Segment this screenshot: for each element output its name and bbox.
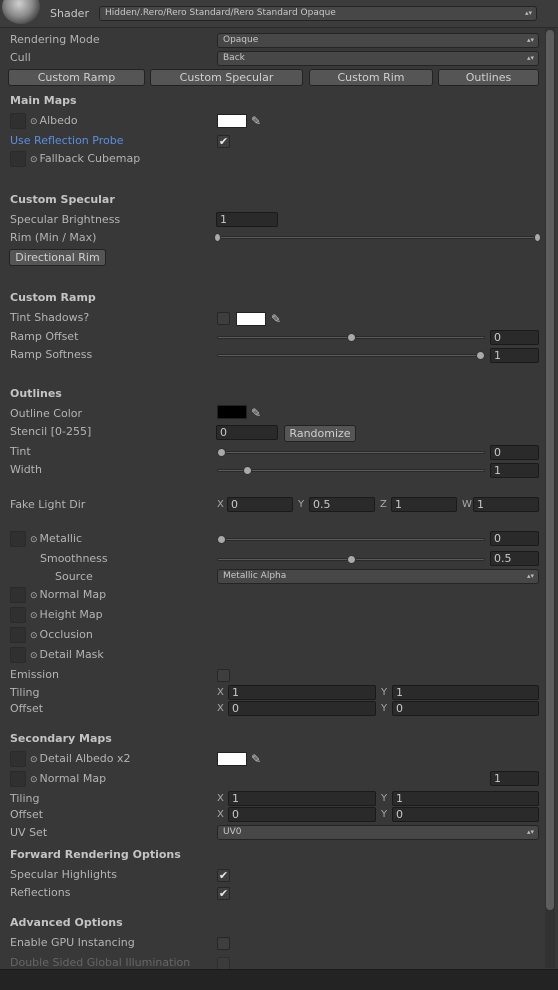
object-picker-icon[interactable]: ⊙ bbox=[30, 117, 38, 127]
emission-label: Emission bbox=[10, 668, 59, 681]
object-picker-icon[interactable]: ⊙ bbox=[30, 535, 38, 545]
object-picker-icon[interactable]: ⊙ bbox=[30, 591, 38, 601]
height-map-label: Height Map bbox=[39, 608, 103, 621]
ramp-softness-field[interactable]: 1 bbox=[490, 348, 539, 363]
fake-light-y-field[interactable]: 0.5 bbox=[309, 497, 375, 512]
eyedropper-icon[interactable]: ✎ bbox=[251, 752, 262, 766]
specular-highlights-checkbox[interactable]: ✔ bbox=[218, 869, 229, 882]
object-picker-icon[interactable]: ⊙ bbox=[30, 775, 38, 785]
uv-set-value: UV0 bbox=[223, 827, 242, 837]
outlines-header: Outlines bbox=[10, 387, 62, 400]
fallback-cubemap-label: Fallback Cubemap bbox=[39, 152, 141, 165]
secondary-offset-x-field[interactable]: 0 bbox=[228, 807, 376, 822]
object-picker-icon[interactable]: ⊙ bbox=[30, 631, 38, 641]
secondary-offset-y-field[interactable]: 0 bbox=[392, 807, 539, 822]
metallic-field[interactable]: 0 bbox=[490, 531, 539, 546]
metallic-thumb[interactable] bbox=[217, 535, 226, 544]
height-map-slot[interactable] bbox=[10, 607, 26, 623]
cull-dropdown[interactable] bbox=[217, 51, 539, 66]
cull-value: Back bbox=[223, 53, 245, 63]
occlusion-slot[interactable] bbox=[10, 627, 26, 643]
eyedropper-icon[interactable]: ✎ bbox=[251, 114, 262, 128]
shader-path: Hidden/.Rero/Rero Standard/Rero Standard Opaque bbox=[105, 8, 336, 18]
rendering-mode-dropdown[interactable] bbox=[217, 33, 539, 48]
secondary-tiling-y-label: Y bbox=[381, 793, 388, 804]
fake-light-w-label: W bbox=[462, 499, 472, 510]
normal-map-label: Normal Map bbox=[39, 588, 107, 601]
secondary-offset-x-label: X bbox=[217, 809, 224, 820]
custom-ramp-button[interactable]: Custom Ramp bbox=[8, 69, 145, 86]
rim-max-handle[interactable] bbox=[534, 233, 541, 242]
custom-ramp-header: Custom Ramp bbox=[10, 291, 96, 304]
detail-albedo-color-swatch[interactable] bbox=[217, 752, 247, 766]
secondary-normal-scale-field[interactable]: 1 bbox=[490, 771, 539, 786]
secondary-offset-label: Offset bbox=[10, 808, 44, 821]
source-label: Source bbox=[55, 570, 93, 583]
fake-light-dir-label: Fake Light Dir bbox=[10, 498, 86, 511]
source-dropdown[interactable] bbox=[217, 569, 539, 584]
emission-checkbox[interactable] bbox=[217, 669, 230, 682]
detail-mask-label: Detail Mask bbox=[39, 648, 104, 661]
secondary-offset-y-label: Y bbox=[381, 809, 388, 820]
rim-minmax-slider[interactable] bbox=[218, 236, 538, 239]
normal-map-slot[interactable] bbox=[10, 587, 26, 603]
rim-min-handle[interactable] bbox=[214, 233, 221, 242]
gpu-instancing-checkbox[interactable] bbox=[217, 937, 230, 950]
height-map-row bbox=[30, 608, 103, 623]
object-picker-icon[interactable]: ⊙ bbox=[30, 651, 38, 661]
directional-rim-button[interactable]: Directional Rim bbox=[9, 249, 106, 266]
specular-brightness-field[interactable]: 1 bbox=[216, 212, 278, 227]
detail-albedo-slot[interactable] bbox=[10, 751, 26, 767]
normal-map-row bbox=[30, 588, 106, 603]
uv-set-dropdown[interactable] bbox=[217, 825, 539, 840]
fake-light-x-label: X bbox=[217, 499, 224, 510]
gpu-instancing-label: Enable GPU Instancing bbox=[10, 936, 135, 949]
outline-tint-slider[interactable] bbox=[217, 451, 485, 454]
use-reflection-probe-checkbox[interactable]: ✔ bbox=[218, 135, 229, 148]
reflections-label: Reflections bbox=[10, 886, 71, 899]
fake-light-w-field[interactable]: 1 bbox=[473, 497, 539, 512]
object-picker-icon[interactable]: ⊙ bbox=[30, 755, 38, 765]
fallback-cubemap-slot[interactable] bbox=[10, 151, 26, 167]
ramp-offset-label: Ramp Offset bbox=[10, 330, 79, 343]
dropdown-arrows-icon: ▴▾ bbox=[526, 828, 534, 836]
rim-min-max-label: Rim (Min / Max) bbox=[10, 231, 97, 244]
stencil-field[interactable]: 0 bbox=[216, 425, 278, 440]
forward-rendering-header: Forward Rendering Options bbox=[10, 848, 181, 861]
tint-shadows-checkbox[interactable] bbox=[217, 312, 230, 325]
outline-width-field[interactable]: 1 bbox=[490, 463, 539, 478]
tint-shadows-label: Tint Shadows? bbox=[10, 311, 90, 324]
eyedropper-icon[interactable]: ✎ bbox=[251, 406, 262, 420]
secondary-tiling-label: Tiling bbox=[10, 792, 40, 805]
rendering-mode-value: Opaque bbox=[223, 35, 259, 45]
metallic-row bbox=[30, 532, 82, 547]
custom-specular-header: Custom Specular bbox=[10, 193, 115, 206]
offset-x-label: X bbox=[217, 703, 224, 714]
detail-albedo-row bbox=[30, 752, 131, 767]
detail-mask-row bbox=[30, 648, 104, 663]
fake-light-z-field[interactable]: 1 bbox=[391, 497, 457, 512]
eyedropper-icon[interactable]: ✎ bbox=[271, 312, 282, 326]
rendering-mode-label: Rendering Mode bbox=[10, 33, 100, 46]
offset-y-label: Y bbox=[381, 703, 388, 714]
secondary-normal-map-row bbox=[30, 772, 106, 787]
object-picker-icon[interactable]: ⊙ bbox=[30, 155, 38, 165]
outline-color-swatch[interactable] bbox=[217, 405, 247, 419]
outline-tint-field[interactable]: 0 bbox=[490, 445, 539, 460]
albedo-color-swatch[interactable] bbox=[217, 114, 247, 128]
fake-light-y-label: Y bbox=[298, 499, 305, 510]
albedo-texture-slot[interactable] bbox=[10, 113, 26, 129]
secondary-maps-header: Secondary Maps bbox=[10, 732, 112, 745]
occlusion-row bbox=[30, 628, 93, 643]
tiling-label: Tiling bbox=[10, 686, 40, 699]
specular-highlights-label: Specular Highlights bbox=[10, 868, 117, 881]
stencil-label: Stencil [0-255] bbox=[10, 425, 92, 438]
tiling-x-field[interactable]: 1 bbox=[228, 685, 376, 700]
uv-set-label: UV Set bbox=[10, 826, 48, 839]
scroll-up-icon[interactable] bbox=[544, 0, 554, 8]
secondary-tiling-x-label: X bbox=[217, 793, 224, 804]
offset-label: Offset bbox=[10, 702, 44, 715]
fallback-cubemap-row bbox=[30, 152, 140, 167]
fake-light-x-field[interactable]: 0 bbox=[227, 497, 293, 512]
custom-rim-button[interactable]: Custom Rim bbox=[309, 69, 433, 86]
advanced-options-header: Advanced Options bbox=[10, 916, 123, 929]
outline-width-slider[interactable] bbox=[217, 469, 485, 472]
outline-width-label: Width bbox=[10, 463, 42, 476]
detail-mask-slot[interactable] bbox=[10, 647, 26, 663]
tiling-y-field[interactable]: 1 bbox=[392, 685, 539, 700]
outline-tint-thumb[interactable] bbox=[217, 448, 226, 457]
occlusion-label: Occlusion bbox=[39, 628, 93, 641]
outlines-button[interactable]: Outlines bbox=[438, 69, 539, 86]
double-sided-gi-label: Double Sided Global Illumination bbox=[10, 956, 191, 969]
tiling-x-label: X bbox=[217, 687, 224, 698]
metallic-slider[interactable] bbox=[217, 538, 485, 541]
reflections-checkbox[interactable]: ✔ bbox=[218, 887, 229, 900]
ramp-softness-thumb[interactable] bbox=[476, 351, 485, 360]
main-maps-header: Main Maps bbox=[10, 94, 77, 107]
secondary-normal-map-slot[interactable] bbox=[10, 771, 26, 787]
tiling-y-label: Y bbox=[381, 687, 388, 698]
offset-x-field[interactable]: 0 bbox=[228, 701, 376, 716]
dropdown-arrows-icon: ▴▾ bbox=[526, 572, 534, 580]
cull-label: Cull bbox=[10, 51, 31, 64]
secondary-tiling-y-field[interactable]: 1 bbox=[392, 791, 539, 806]
secondary-tiling-x-field[interactable]: 1 bbox=[228, 791, 376, 806]
randomize-button[interactable]: Randomize bbox=[284, 425, 356, 442]
dropdown-arrows-icon: ▴▾ bbox=[526, 36, 534, 44]
ramp-softness-label: Ramp Softness bbox=[10, 348, 93, 361]
albedo-label: Albedo bbox=[39, 114, 78, 127]
scrollbar-thumb[interactable] bbox=[546, 30, 554, 910]
bottom-bar bbox=[0, 969, 558, 990]
dropdown-arrows-icon: ▴▾ bbox=[526, 54, 534, 62]
offset-y-field[interactable]: 0 bbox=[392, 701, 539, 716]
tint-shadows-color-swatch[interactable] bbox=[236, 312, 266, 326]
smoothness-field[interactable]: 0.5 bbox=[490, 551, 539, 566]
use-reflection-probe-label: Use Reflection Probe bbox=[10, 134, 124, 147]
outline-width-thumb[interactable] bbox=[243, 466, 252, 475]
smoothness-thumb[interactable] bbox=[347, 555, 356, 564]
source-value: Metallic Alpha bbox=[223, 571, 287, 581]
metallic-texture-slot[interactable] bbox=[10, 531, 26, 547]
secondary-normal-map-label: Normal Map bbox=[39, 772, 107, 785]
outline-color-label: Outline Color bbox=[10, 407, 83, 420]
albedo-row bbox=[30, 114, 78, 129]
fake-light-z-label: Z bbox=[380, 499, 387, 510]
ramp-offset-field[interactable]: 0 bbox=[490, 330, 539, 345]
custom-specular-button[interactable]: Custom Specular bbox=[150, 69, 303, 86]
specular-brightness-label: Specular Brightness bbox=[10, 213, 121, 226]
shader-dropdown[interactable] bbox=[99, 6, 537, 21]
metallic-label: Metallic bbox=[39, 532, 83, 545]
detail-albedo-label: Detail Albedo x2 bbox=[39, 752, 131, 765]
shader-label: Shader bbox=[50, 7, 89, 20]
ramp-offset-thumb[interactable] bbox=[347, 333, 356, 342]
smoothness-label: Smoothness bbox=[40, 552, 108, 565]
outline-tint-label: Tint bbox=[10, 445, 31, 458]
dropdown-arrows-icon: ▴▾ bbox=[524, 9, 532, 17]
ramp-softness-slider[interactable] bbox=[217, 354, 485, 357]
object-picker-icon[interactable]: ⊙ bbox=[30, 611, 38, 621]
